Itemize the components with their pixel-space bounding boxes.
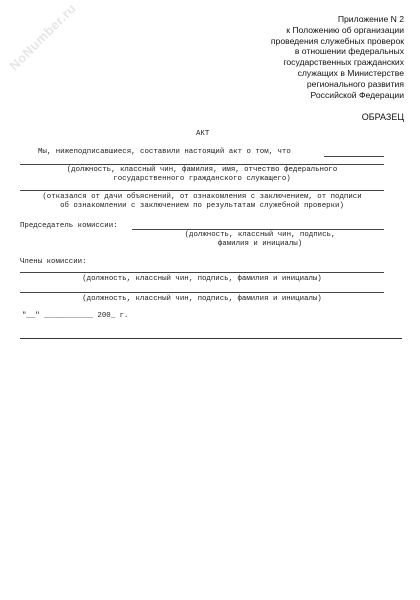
- member-2-line: [20, 292, 384, 293]
- appendix-header: [234, 14, 404, 100]
- appendix-line: Российской Федерации: [310, 89, 404, 100]
- act-intro: Мы, нижеподписавшиеся, составили настоящий акт о том, что: [38, 148, 291, 156]
- chairman-label: Председатель комиссии:: [20, 222, 118, 230]
- refusal-caption: (отказался от дачи объяснений, от ознакомления с заключением, от подписи об ознакомлении с заключением по результатам служебной проверки): [42, 193, 362, 210]
- appendix-line: Приложение N 2: [337, 14, 404, 24]
- chairman-caption: (должность, классный чин, подпись, фамилия и инициалы): [184, 231, 336, 248]
- date-line: "__" ___________ 200_ г.: [22, 312, 129, 320]
- appendix-line: к Положению об организации: [286, 24, 404, 35]
- sample-label: ОБРАЗЕЦ: [361, 112, 404, 122]
- appendix-line: регионального развития: [306, 78, 404, 89]
- employee-line: [20, 164, 384, 165]
- watermark: NoNumber.ru: [6, 0, 79, 74]
- bottom-rule: [20, 338, 402, 339]
- refusal-line: [20, 190, 384, 191]
- member-2-caption: (должность, классный чин, подпись, фамилия и инициалы): [82, 295, 322, 303]
- act-title: АКТ: [196, 130, 210, 138]
- appendix-line: в отношении федеральных: [294, 46, 404, 57]
- employee-caption: (должность, классный чин, фамилия, имя, отчество федерального государственного гражданского служащего): [66, 166, 338, 183]
- appendix-line: государственных гражданских: [283, 57, 404, 68]
- appendix-line: служащих в Министерстве: [297, 67, 404, 78]
- intro-fill-line: [324, 156, 384, 157]
- members-label: Члены комиссии:: [20, 258, 87, 266]
- appendix-line: проведения служебных проверок: [270, 35, 404, 46]
- chairman-line: [132, 229, 384, 230]
- member-1-line: [20, 272, 384, 273]
- member-1-caption: (должность, классный чин, подпись, фамилия и инициалы): [82, 275, 322, 283]
